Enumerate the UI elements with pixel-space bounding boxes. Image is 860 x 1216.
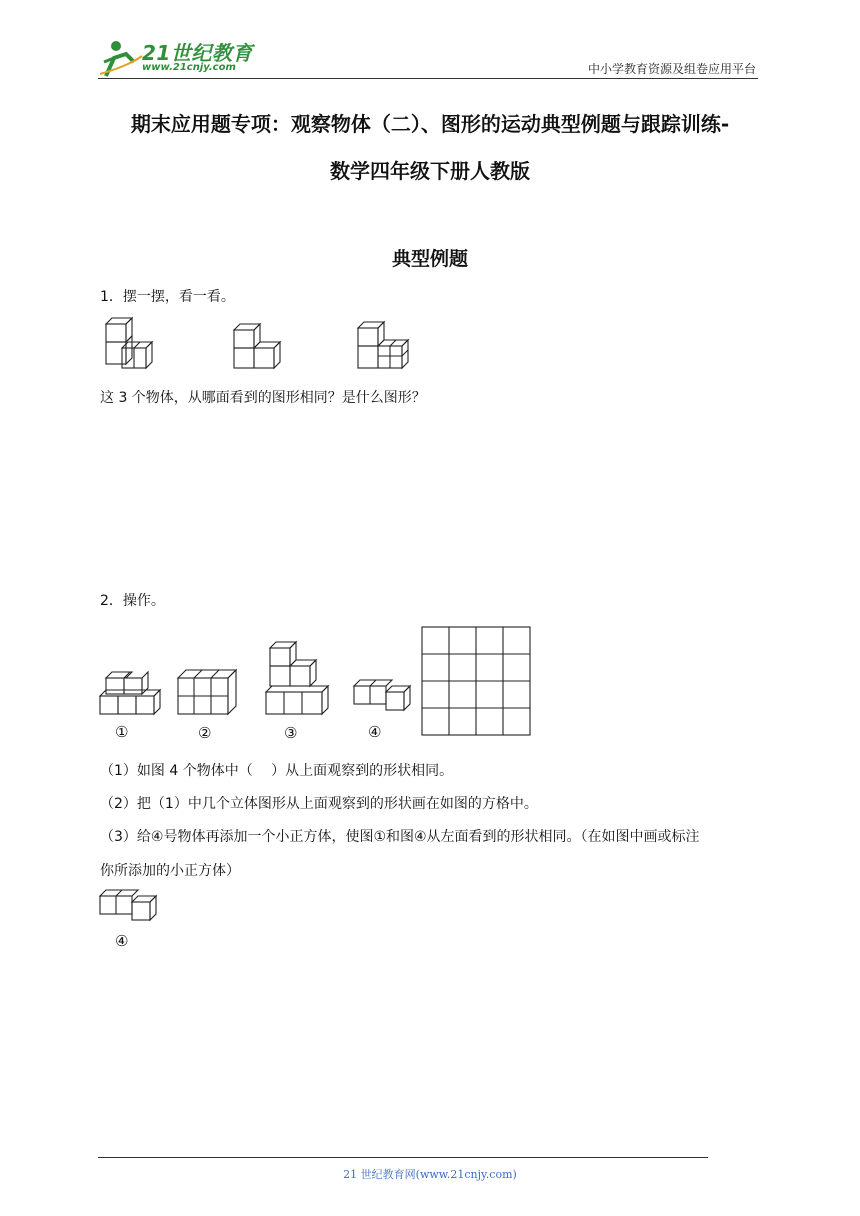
figure-label-4-copy: ④ <box>115 932 129 950</box>
logo-url: www.21cnjy.com <box>142 62 236 73</box>
figure-label-3: ③ <box>284 724 298 742</box>
footer-link[interactable]: 21 世纪教育网(www.21cnjy.com) <box>343 1168 517 1181</box>
figure-label-4: ④ <box>368 723 382 741</box>
q2-figure-4-copy <box>96 884 166 924</box>
q2-part2: （2）把（1）中几个立体图形从上面观察到的形状画在如图的方格中。 <box>100 796 538 812</box>
q2-figures <box>96 624 536 744</box>
q2-figure-4 <box>354 680 410 710</box>
q1-figure-b <box>234 324 280 368</box>
q2-part1: （1）如图 4 个物体中（ ）从上面观察到的形状相同。 <box>100 763 454 779</box>
figure-label-1: ① <box>115 723 129 741</box>
q1-question: 这 3 个物体，从哪面看到的图形相同？是什么图形？ <box>100 390 426 406</box>
figure-label-2: ② <box>198 724 212 742</box>
q1-figure-a <box>106 318 152 368</box>
footer-divider <box>98 1157 708 1158</box>
platform-label: 中小学教育资源及组卷应用平台 <box>587 62 756 76</box>
logo-text: 21世纪教育 <box>142 41 253 65</box>
page-title-line1: 期末应用题专项：观察物体（二）、图形的运动典型例题与跟踪训练- <box>130 112 730 136</box>
q1-prompt: 1．摆一摆，看一看。 <box>100 289 235 305</box>
q2-prompt: 2．操作。 <box>100 593 165 609</box>
q2-figure-1 <box>100 672 160 714</box>
q2-part3-line1: （3）给④号物体再添加一个小正方体，使图①和图④从左面看到的形状相同。（在如图中画或标注 <box>100 829 700 845</box>
q2-figure-3 <box>266 642 328 714</box>
q2-part3-line2: 你所添加的小正方体） <box>100 863 240 879</box>
q1-figures <box>100 314 420 374</box>
q2-figure-2 <box>178 670 236 714</box>
answer-grid <box>422 627 530 735</box>
header-divider <box>98 78 758 79</box>
page-title-line2: 数学四年级下册人教版 <box>330 159 530 183</box>
section-heading: 典型例题 <box>391 248 468 270</box>
q1-figure-c <box>358 322 408 368</box>
